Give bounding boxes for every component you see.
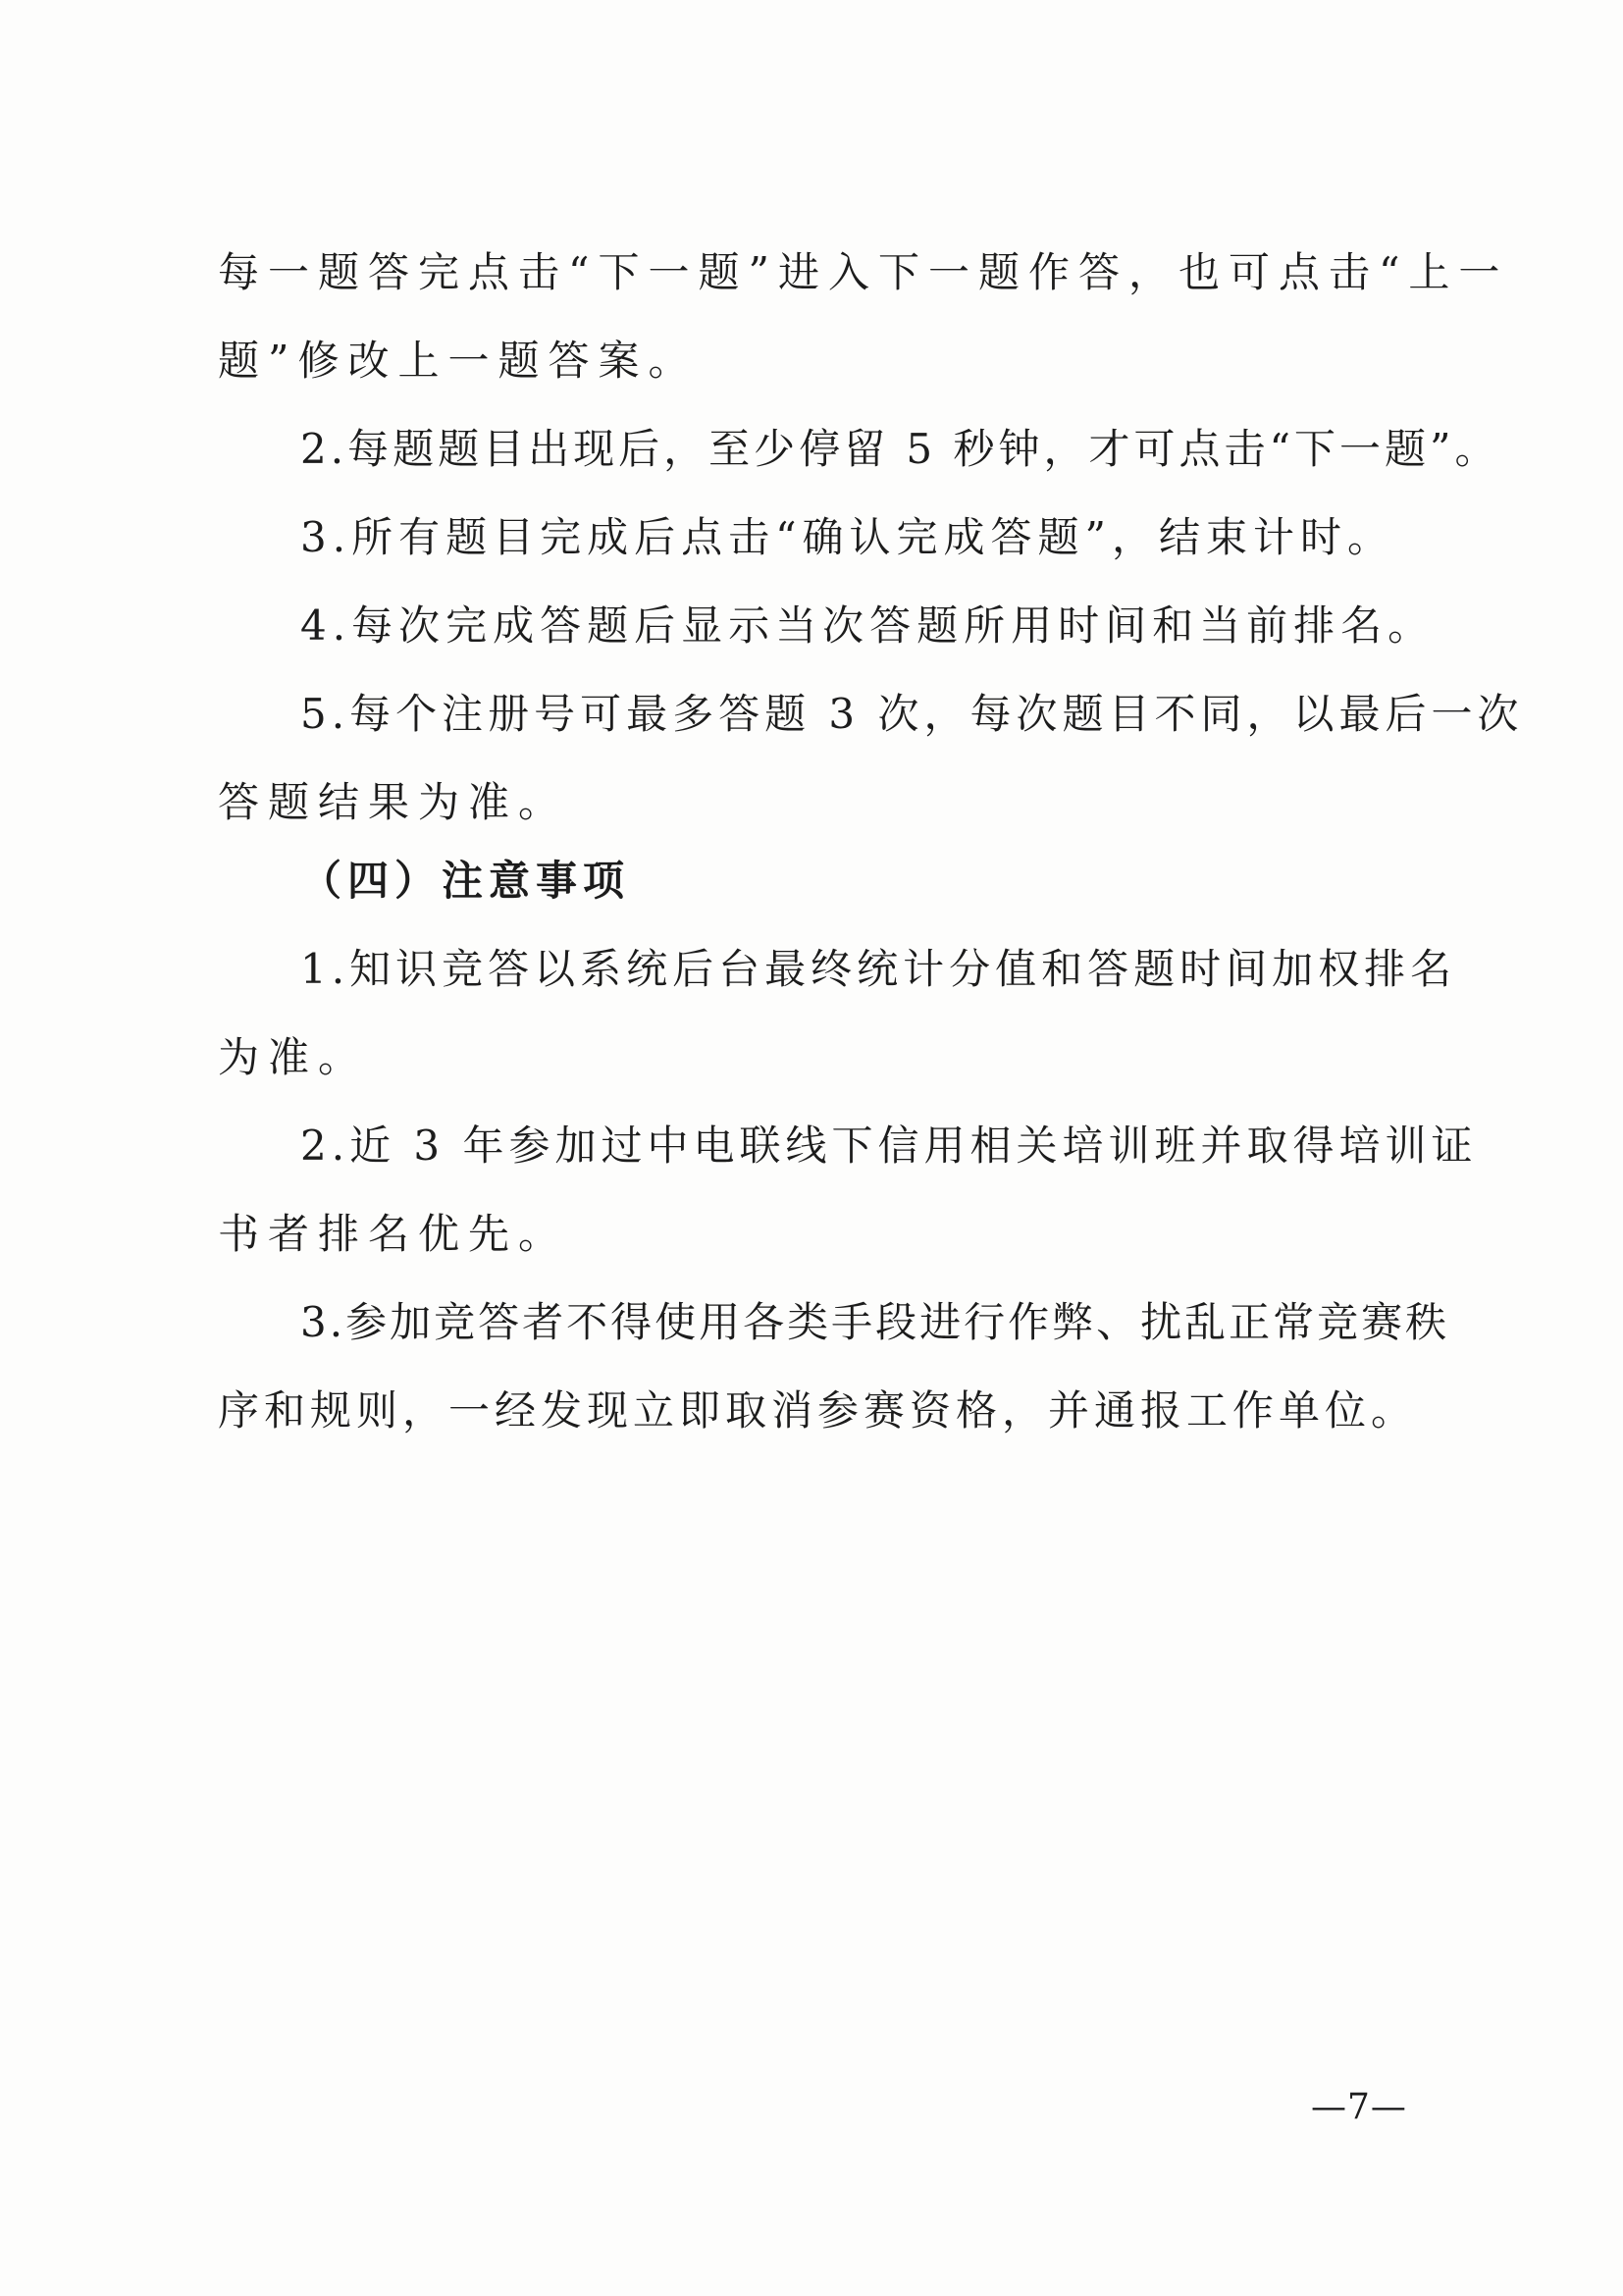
rule-item-3: 3.所有题目完成后点击“确认完成答题”，结束计时。 [300, 513, 1395, 561]
section-heading: （四）注意事项 [300, 857, 631, 905]
paragraph-line: 每一题答完点击“下一题”进入下一题作答，也可点击“上一 [218, 248, 1509, 296]
rule-item-2: 2.每题题目出现后，至少停留 5 秒钟，才可点击“下一题”。 [300, 425, 1500, 473]
notice-item-1: 1.知识竞答以系统后台最终统计分值和答题时间加权排名 [300, 945, 1457, 993]
paragraph-line: 书者排名优先。 [218, 1210, 569, 1258]
rule-item-4: 4.每次完成答题后显示当次答题所用时间和当前排名。 [300, 601, 1436, 650]
notice-item-2: 2.近 3 年参加过中电联线下信用相关培训班并取得培训证 [300, 1122, 1478, 1170]
paragraph-line: 序和规则，一经发现立即取消参赛资格，并通报工作单位。 [218, 1386, 1418, 1435]
paragraph-line: 题”修改上一题答案。 [218, 337, 699, 385]
paragraph-line: 答题结果为准。 [218, 778, 569, 826]
page-number: —7— [1311, 2087, 1407, 2127]
notice-item-3: 3.参加竞答者不得使用各类手段进行作弊、扰乱正常竞赛秩 [300, 1298, 1450, 1346]
paragraph-line: 为准。 [218, 1033, 369, 1081]
rule-item-5: 5.每个注册号可最多答题 3 次，每次题目不同，以最后一次 [300, 690, 1524, 738]
